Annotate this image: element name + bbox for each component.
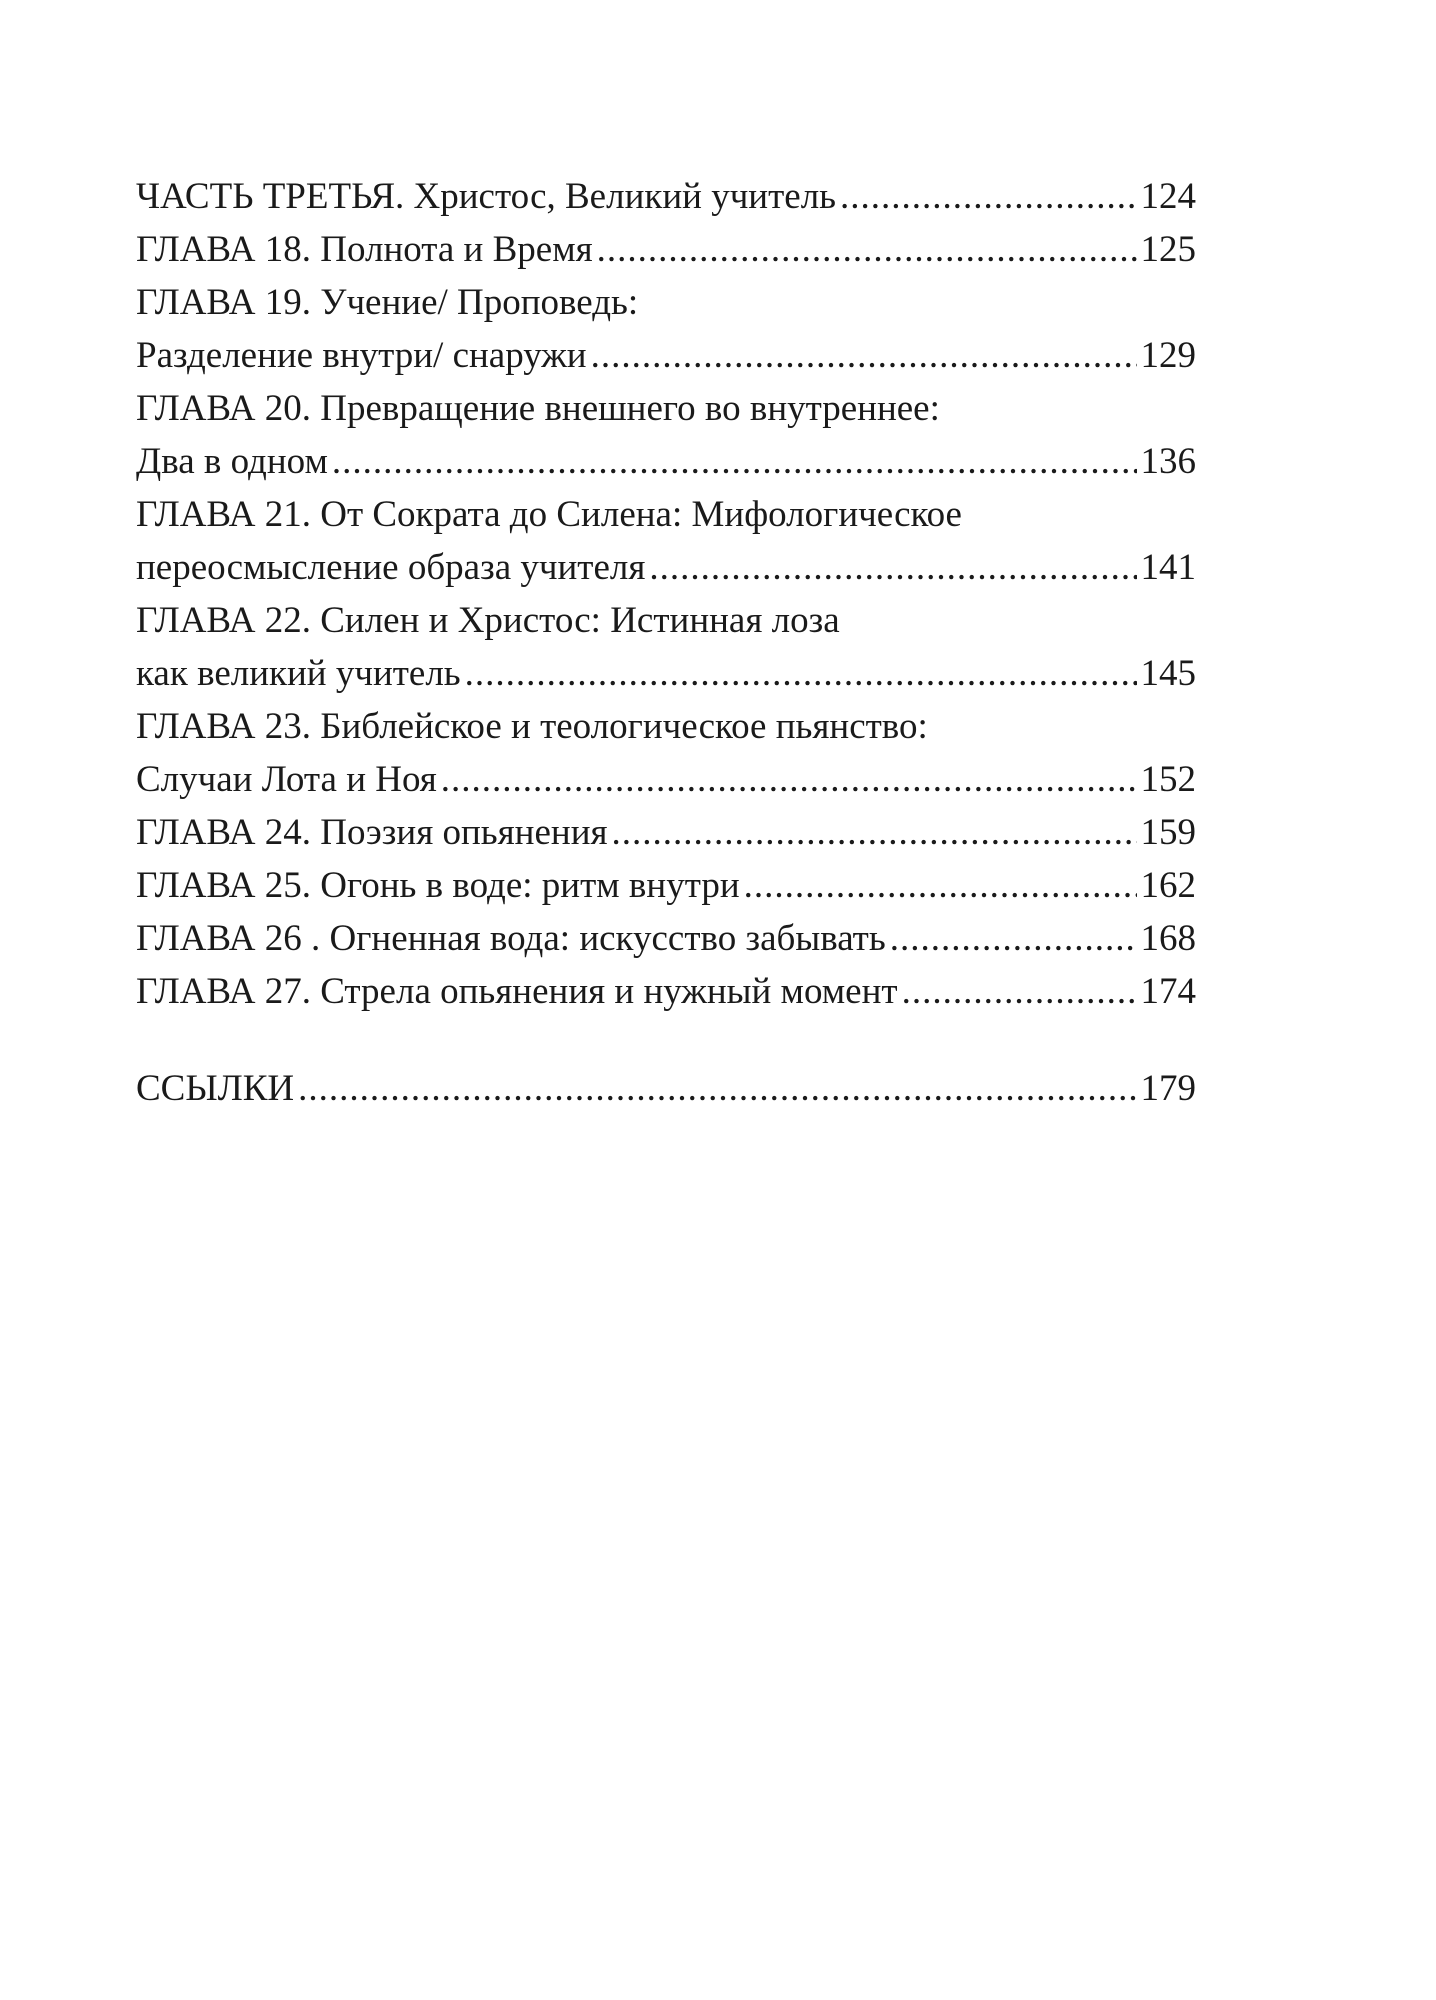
toc-entry[interactable] — [136, 488, 1196, 594]
toc-entry-title: ГЛАВА 18. Полнота и Время — [136, 229, 593, 270]
toc-entry[interactable] — [136, 965, 1196, 1018]
toc-entry-page: 136 — [1140, 441, 1196, 482]
dot-leader — [902, 965, 1137, 1018]
dot-leader — [840, 170, 1136, 223]
toc-entry-title-continued: Разделение внутри/ снаружи — [136, 335, 587, 376]
toc-entry[interactable] — [136, 700, 1196, 806]
toc-entry-title: ГЛАВА 21. От Сократа до Силена: Мифологическое — [136, 494, 962, 535]
dot-leader — [597, 223, 1137, 276]
toc-entry-title: ГЛАВА 24. Поэзия опьянения — [136, 812, 608, 853]
dot-leader — [744, 859, 1137, 912]
toc-entry-page: 152 — [1140, 759, 1196, 800]
toc-entry[interactable] — [136, 912, 1196, 965]
toc-entry-title: ГЛАВА 22. Силен и Христос: Истинная лоза — [136, 600, 840, 641]
toc-entry-page: 129 — [1140, 335, 1196, 376]
toc-entry-page: 162 — [1140, 865, 1196, 906]
toc-entry-page: 179 — [1140, 1068, 1196, 1109]
section-spacer — [136, 1018, 1196, 1062]
toc-entry-title: ГЛАВА 19. Учение/ Проповедь: — [136, 282, 639, 323]
toc-entry-title: ЧАСТЬ ТРЕТЬЯ. Христос, Великий учитель — [136, 176, 837, 217]
dot-leader — [649, 541, 1136, 594]
toc-entry[interactable] — [136, 170, 1196, 223]
dot-leader — [612, 806, 1137, 859]
toc-entry-title-continued: Два в одном — [136, 441, 328, 482]
toc-entry-title: ГЛАВА 26 . Огненная вода: искусство забывать — [136, 918, 886, 959]
dot-leader — [890, 912, 1137, 965]
toc-entry-page: 141 — [1140, 547, 1196, 588]
table-of-contents — [136, 170, 1196, 1115]
toc-entry-title: ГЛАВА 27. Стрела опьянения и нужный момент — [136, 971, 898, 1012]
toc-entry-page: 124 — [1140, 176, 1196, 217]
toc-entry-page: 168 — [1140, 918, 1196, 959]
toc-entry-title-continued: переосмысление образа учителя — [136, 547, 646, 588]
dot-leader — [298, 1062, 1136, 1115]
toc-entry-page: 174 — [1140, 971, 1196, 1012]
toc-entry-page: 145 — [1140, 653, 1196, 694]
dot-leader — [441, 753, 1137, 806]
toc-entry-page: 159 — [1140, 812, 1196, 853]
toc-entry-title: ГЛАВА 23. Библейское и теологическое пьянство: — [136, 706, 928, 747]
toc-entry-title: ГЛАВА 20. Превращение внешнего во внутреннее: — [136, 388, 940, 429]
toc-entry-title-continued: как великий учитель — [136, 653, 461, 694]
toc-entry-title: ССЫЛКИ — [136, 1068, 295, 1109]
dot-leader — [591, 329, 1137, 382]
toc-entry[interactable] — [136, 276, 1196, 382]
toc-entry[interactable] — [136, 594, 1196, 700]
toc-entry-title-continued: Случаи Лота и Ноя — [136, 759, 437, 800]
toc-entry[interactable] — [136, 382, 1196, 488]
toc-entry[interactable] — [136, 223, 1196, 276]
dot-leader — [332, 435, 1137, 488]
toc-entry-references[interactable] — [136, 1062, 1196, 1115]
toc-entry[interactable] — [136, 859, 1196, 912]
dot-leader — [465, 647, 1137, 700]
toc-entry-title: ГЛАВА 25. Огонь в воде: ритм внутри — [136, 865, 740, 906]
toc-entry[interactable] — [136, 806, 1196, 859]
toc-entry-page: 125 — [1140, 229, 1196, 270]
